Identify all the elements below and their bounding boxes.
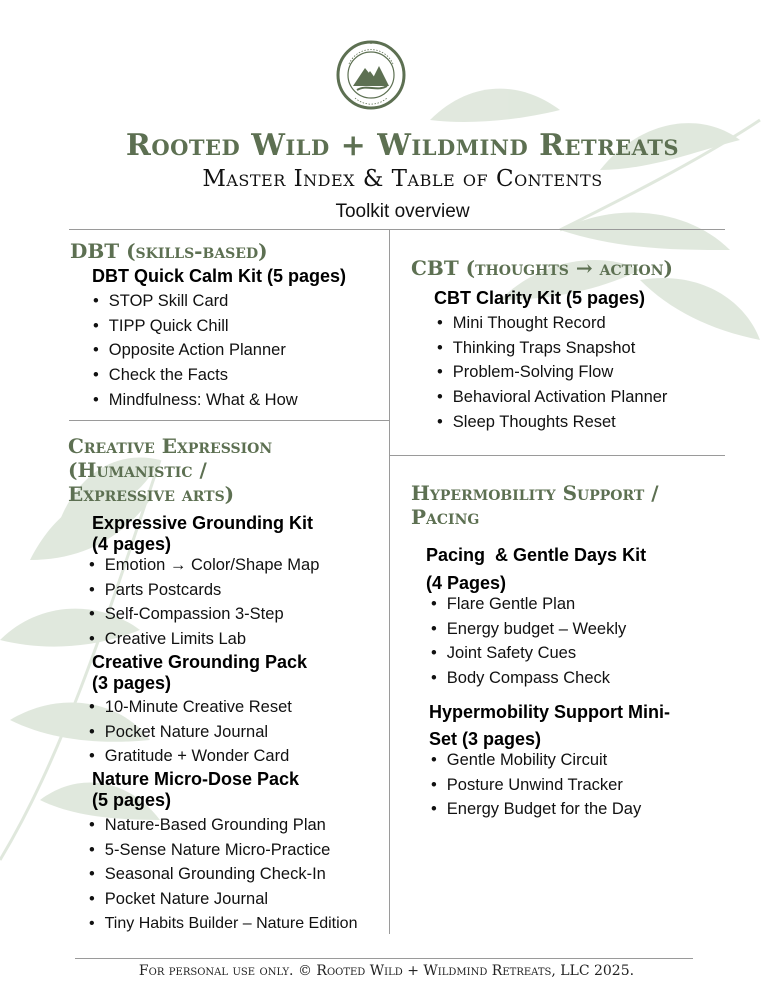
heading-line: Pacing [411, 505, 480, 529]
footer-rule [75, 958, 693, 959]
list-item: • Body Compass Check [429, 666, 626, 691]
list-item: • 5-Sense Nature Micro-Practice [87, 838, 357, 863]
list-item: • Creative Limits Lab [87, 627, 319, 652]
kit-list-expressive-grounding [87, 553, 319, 652]
heading-line: Expressive arts) [68, 482, 235, 506]
list-item: • Flare Gentle Plan [429, 592, 626, 617]
kit-title-expressive-grounding [92, 513, 313, 555]
kit-title-line: Set (3 pages) [429, 729, 542, 749]
list-item: • Thinking Traps Snapshot [435, 336, 667, 361]
toolkit-overview-label: Toolkit overview [335, 201, 470, 222]
kit-title-line: (4 pages) [92, 534, 172, 554]
kit-list-cbt-clarity [435, 311, 667, 435]
page-subtitle: Master Index & Table of Contents [202, 166, 603, 192]
section-heading-creative [68, 434, 272, 506]
list-item: • Energy budget – Weekly [429, 617, 626, 642]
list-item: • Sleep Thoughts Reset [435, 410, 667, 435]
kit-title-line: (3 pages) [92, 673, 172, 693]
kit-list-dbt-quick-calm [91, 289, 298, 413]
list-item: • Seasonal Grounding Check-In [87, 862, 357, 887]
list-item: • Self-Compassion 3-Step [87, 602, 319, 627]
list-item: • Parts Postcards [87, 578, 319, 603]
kit-title-cbt-clarity: CBT Clarity Kit (5 pages) [434, 288, 646, 308]
list-item: • Energy Budget for the Day [429, 797, 641, 822]
list-item: • Opposite Action Planner [91, 338, 298, 363]
heading-line: Creative Expression [68, 434, 273, 458]
kit-title-line: Nature Micro-Dose Pack [92, 769, 300, 789]
list-item: • Tiny Habits Builder – Nature Edition [87, 912, 357, 937]
left-section-rule [69, 420, 389, 421]
kit-title-dbt-quick-calm: DBT Quick Calm Kit (5 pages) [92, 266, 347, 286]
kit-title-hypermobility-mini-set [429, 699, 670, 753]
right-section-rule [389, 455, 725, 456]
heading-line: Hypermobility Support / [411, 481, 659, 505]
kit-list-hypermobility-mini-set [429, 748, 641, 822]
heading-line: (Humanistic / [68, 458, 207, 482]
kit-list-creative-grounding [87, 695, 292, 769]
kit-title-line: Expressive Grounding Kit [92, 513, 314, 533]
list-item: • Posture Unwind Tracker [429, 773, 641, 798]
top-rule [69, 229, 725, 230]
section-heading-hypermobility [411, 481, 659, 529]
page-title: Rooted Wild + Wildmind Retreats [125, 128, 680, 163]
kit-title-line: Creative Grounding Pack [92, 652, 308, 672]
list-item: • Pocket Nature Journal [87, 720, 292, 745]
kit-title-line: Pacing & Gentle Days Kit [426, 545, 647, 565]
section-heading-cbt: CBT (thoughts → action) [411, 256, 674, 280]
column-divider [389, 229, 390, 934]
list-item: • Behavioral Activation Planner [435, 385, 667, 410]
kit-title-line: (4 Pages) [426, 573, 507, 593]
list-item: • Gratitude + Wonder Card [87, 744, 292, 769]
kit-title-pacing-gentle-days [426, 541, 646, 597]
footer-copyright: For personal use only. © Rooted Wild + Wildmind Retreats, LLC 2025. [138, 963, 635, 979]
kit-title-line: Hypermobility Support Mini- [429, 702, 670, 722]
kit-list-nature-micro-dose [87, 813, 357, 937]
list-item: • STOP Skill Card [91, 289, 298, 314]
list-item: • Joint Safety Cues [429, 641, 626, 666]
list-item: • TIPP Quick Chill [91, 314, 298, 339]
list-item: • Pocket Nature Journal [87, 887, 357, 912]
kit-title-line: (5 pages) [92, 790, 172, 810]
list-item: • Mini Thought Record [435, 311, 667, 336]
kit-title-nature-micro-dose [92, 769, 299, 811]
list-item: • Mindfulness: What & How [91, 388, 298, 413]
kit-list-pacing-gentle-days [429, 592, 626, 691]
list-item: • 10-Minute Creative Reset [87, 695, 292, 720]
list-item: • Check the Facts [91, 363, 298, 388]
list-item: • Problem-Solving Flow [435, 360, 667, 385]
list-item: • Nature-Based Grounding Plan [87, 813, 357, 838]
list-item: • Emotion → Color/Shape Map [87, 553, 319, 578]
kit-title-creative-grounding [92, 652, 307, 694]
section-heading-dbt: DBT (skills-based) [70, 239, 268, 263]
brand-logo [335, 28, 407, 123]
list-item: • Gentle Mobility Circuit [429, 748, 641, 773]
